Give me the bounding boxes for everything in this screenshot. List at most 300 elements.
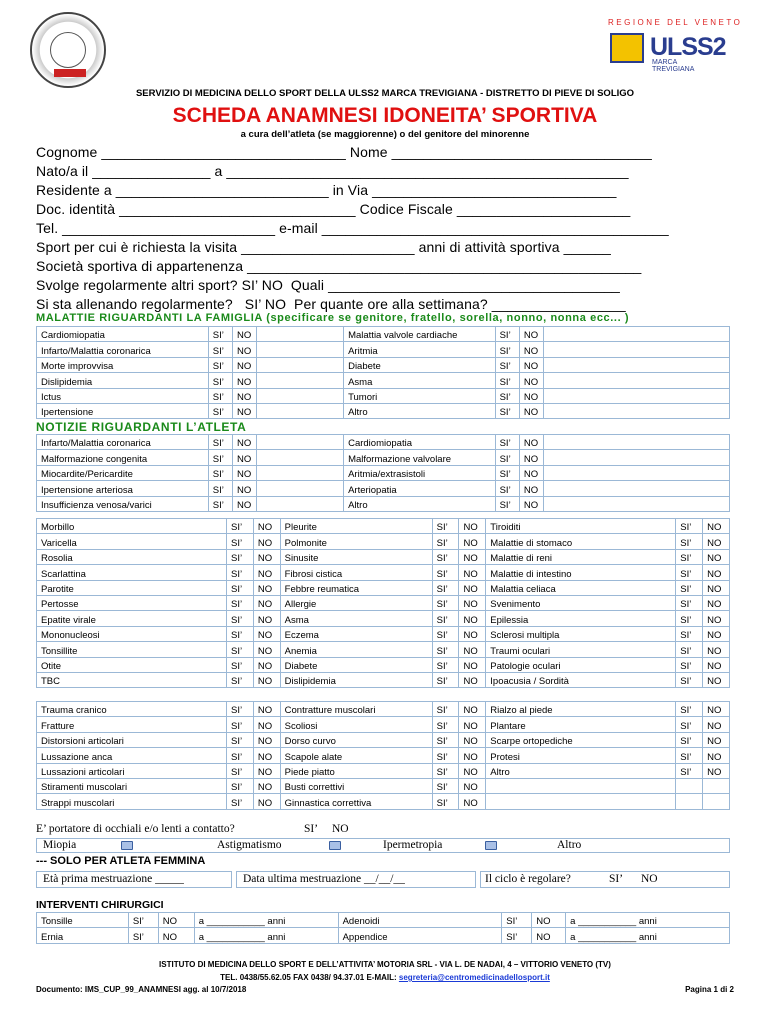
yes-option[interactable]: SI’: [227, 794, 254, 809]
notes-cell: [257, 496, 344, 511]
yes-option[interactable]: SI’: [432, 778, 459, 793]
condition-label: Morbillo: [37, 519, 227, 534]
yes-option[interactable]: SI’: [227, 611, 254, 626]
glasses-type-row: [36, 838, 730, 853]
document-title: SCHEDA ANAMNESI IDONEITA’ SPORTIVA: [172, 104, 598, 127]
yes-option[interactable]: SI’: [208, 357, 232, 372]
condition-label: Altro: [344, 496, 496, 511]
form-field-line[interactable]: Tel. ___________________________ e-mail ____________________________________________: [36, 220, 669, 236]
no-option[interactable]: NO: [459, 778, 486, 793]
table-row: [37, 595, 730, 610]
no-option[interactable]: NO: [459, 732, 486, 747]
surgery-years-field[interactable]: a ___________ anni: [194, 913, 338, 928]
condition-label: Ginnastica correttiva: [280, 794, 432, 809]
no-option[interactable]: NO: [459, 794, 486, 809]
no-option[interactable]: NO: [519, 373, 543, 388]
yes-option[interactable]: SI’: [495, 403, 519, 418]
notes-cell: [257, 403, 344, 418]
yes-option[interactable]: SI’: [208, 342, 232, 357]
no-option[interactable]: NO: [253, 732, 280, 747]
no-option[interactable]: NO: [703, 672, 730, 687]
condition-label: Diabete: [344, 357, 496, 372]
notes-cell: [544, 327, 730, 342]
condition-label: Contratture muscolari: [280, 702, 432, 717]
no-option[interactable]: NO: [459, 534, 486, 549]
yes-option[interactable]: SI’: [676, 595, 703, 610]
table-row: [37, 611, 730, 626]
no-option[interactable]: NO: [253, 763, 280, 778]
table-row: [37, 717, 730, 732]
no-option[interactable]: NO: [519, 496, 543, 511]
no-option[interactable]: NO: [253, 778, 280, 793]
no-option[interactable]: NO: [253, 717, 280, 732]
yes-option[interactable]: SI’: [495, 450, 519, 465]
condition-label: Dislipidemia: [37, 373, 209, 388]
table-row: [37, 626, 730, 641]
condition-label: Malformazione valvolare: [344, 450, 496, 465]
no-option[interactable]: NO: [703, 732, 730, 747]
yes-option[interactable]: SI’: [495, 357, 519, 372]
table-row: [37, 794, 730, 809]
condition-label: Sclerosi multipla: [486, 626, 676, 641]
form-field-line[interactable]: Cognome _______________________________ Nome _________________________________: [36, 144, 652, 160]
ipermetropia-checkbox[interactable]: [485, 841, 497, 850]
no-option[interactable]: NO: [253, 565, 280, 580]
table-row: [37, 913, 730, 928]
condition-label: [486, 794, 676, 809]
form-field-line[interactable]: Residente a ___________________________ in Via _______________________________: [36, 182, 617, 198]
altro-label: Altro: [557, 839, 582, 851]
yes-option[interactable]: [676, 778, 703, 793]
condition-label: Distorsioni articolari: [37, 732, 227, 747]
no-option[interactable]: NO: [703, 657, 730, 672]
yes-option[interactable]: SI’: [432, 748, 459, 763]
cycle-no[interactable]: NO: [641, 873, 658, 885]
no-option[interactable]: NO: [703, 702, 730, 717]
form-field-line[interactable]: Doc. identità ______________________________ Codice Fiscale ______________________: [36, 201, 631, 217]
form-field-line[interactable]: Società sportiva di appartenenza __________________________________________________: [36, 258, 642, 274]
no-option[interactable]: NO: [703, 565, 730, 580]
no-option[interactable]: NO: [703, 595, 730, 610]
no-option[interactable]: NO: [253, 657, 280, 672]
no-option[interactable]: NO: [232, 342, 256, 357]
yes-option[interactable]: SI’: [208, 465, 232, 480]
condition-label: [486, 778, 676, 793]
yes-option[interactable]: SI’: [676, 626, 703, 641]
yes-option[interactable]: SI’: [676, 763, 703, 778]
ipermetropia-label: Ipermetropia: [383, 839, 443, 851]
yes-option[interactable]: SI’: [227, 626, 254, 641]
condition-label: Ipertensione arteriosa: [37, 481, 209, 496]
yes-option[interactable]: SI’: [676, 549, 703, 564]
notes-cell: [257, 465, 344, 480]
notes-cell: [544, 481, 730, 496]
table-row: [37, 388, 730, 403]
no-option[interactable]: NO: [253, 534, 280, 549]
no-option[interactable]: [703, 778, 730, 793]
yes-option[interactable]: SI’: [495, 342, 519, 357]
yes-option[interactable]: SI’: [432, 595, 459, 610]
yes-option[interactable]: SI’: [227, 657, 254, 672]
table-row: [37, 519, 730, 534]
yes-option[interactable]: SI’: [495, 373, 519, 388]
condition-label: Aritmia: [344, 342, 496, 357]
yes-option[interactable]: SI’: [495, 327, 519, 342]
condition-label: Stiramenti muscolari: [37, 778, 227, 793]
no-option[interactable]: NO: [459, 565, 486, 580]
yes-option[interactable]: SI’: [432, 549, 459, 564]
yes-option[interactable]: SI’: [495, 388, 519, 403]
condition-label: Protesi: [486, 748, 676, 763]
table-row: [37, 565, 730, 580]
miopia-label: Miopia: [43, 839, 77, 851]
yes-option[interactable]: SI’: [128, 928, 158, 943]
table-row: [37, 403, 730, 418]
yes-option[interactable]: SI’: [432, 672, 459, 687]
no-option[interactable]: NO: [232, 327, 256, 342]
cycle-yes[interactable]: SI’: [609, 873, 624, 885]
yes-option[interactable]: SI’: [432, 642, 459, 657]
condition-label: Malattie di reni: [486, 549, 676, 564]
no-option[interactable]: NO: [253, 748, 280, 763]
no-option[interactable]: NO: [519, 465, 543, 480]
yes-option[interactable]: SI’: [208, 373, 232, 388]
astigmatismo-label: Astigmatismo: [217, 839, 282, 851]
no-option[interactable]: NO: [519, 388, 543, 403]
footer-document-id: Documento: IMS_CUP_99_ANAMNESI agg. al 10/7/2018: [36, 985, 247, 994]
table-row: [37, 642, 730, 657]
female-row: [36, 871, 730, 888]
no-option[interactable]: NO: [519, 327, 543, 342]
yes-option[interactable]: SI’: [502, 913, 532, 928]
yes-option[interactable]: SI’: [227, 732, 254, 747]
condition-label: Anemia: [280, 642, 432, 657]
yes-option[interactable]: SI’: [432, 519, 459, 534]
no-option[interactable]: NO: [459, 549, 486, 564]
condition-label: Strappi muscolari: [37, 794, 227, 809]
family-diseases-table: [36, 326, 730, 419]
yes-option[interactable]: SI’: [676, 519, 703, 534]
yes-option[interactable]: SI’: [208, 388, 232, 403]
footer-institute: ISTITUTO DI MEDICINA DELLO SPORT E DELL’ATTIVITA’ MOTORIA SRL - VIA L. DE NADAI, 4 – VITTORIO VENETO (TV): [159, 960, 611, 969]
no-option[interactable]: NO: [519, 357, 543, 372]
yes-option[interactable]: SI’: [227, 595, 254, 610]
yes-option[interactable]: SI’: [432, 534, 459, 549]
no-option[interactable]: NO: [253, 580, 280, 595]
no-option[interactable]: NO: [459, 763, 486, 778]
last-menstruation-field[interactable]: Data ultima mestruazione __/__/__: [236, 871, 476, 888]
condition-label: Malattia celiaca: [486, 580, 676, 595]
footer-phone: TEL. 0438/55.62.05 FAX 0438/ 94.37.01 E-MAIL:: [220, 973, 399, 982]
yes-option[interactable]: SI’: [676, 580, 703, 595]
ulss-logo-subtext: MARCA TREVIGIANA: [652, 59, 695, 73]
condition-label: Pertosse: [37, 595, 227, 610]
condition-label: Epilessia: [486, 611, 676, 626]
condition-label: Diabete: [280, 657, 432, 672]
surgery-label: Tonsille: [37, 913, 129, 928]
no-option[interactable]: NO: [232, 357, 256, 372]
condition-label: Dorso curvo: [280, 732, 432, 747]
condition-label: Piede piatto: [280, 763, 432, 778]
yes-option[interactable]: SI’: [432, 657, 459, 672]
glasses-yes[interactable]: SI’: [304, 823, 319, 835]
yes-option[interactable]: SI’: [432, 717, 459, 732]
yes-option[interactable]: SI’: [676, 672, 703, 687]
ams-logo: [30, 12, 106, 88]
yes-option[interactable]: SI’: [227, 534, 254, 549]
table-row: [37, 481, 730, 496]
cycle-regular-field: [480, 871, 730, 888]
yes-option[interactable]: SI’: [208, 403, 232, 418]
condition-label: Fratture: [37, 717, 227, 732]
notes-cell: [544, 496, 730, 511]
yes-option[interactable]: SI’: [495, 481, 519, 496]
no-option[interactable]: NO: [703, 748, 730, 763]
table-row: [37, 435, 730, 450]
footer-page-number: Pagina 1 di 2: [685, 985, 734, 994]
condition-label: Aritmia/extrasistoli: [344, 465, 496, 480]
yes-option[interactable]: SI’: [432, 763, 459, 778]
form-field-line[interactable]: Nato/a il _______________ a ___________________________________________________: [36, 163, 629, 179]
first-menstruation-field[interactable]: Età prima mestruazione _____: [36, 871, 232, 888]
yes-option[interactable]: SI’: [502, 928, 532, 943]
yes-option[interactable]: SI’: [128, 913, 158, 928]
yes-option[interactable]: SI’: [432, 565, 459, 580]
condition-label: Arteriopatia: [344, 481, 496, 496]
yes-option[interactable]: [676, 794, 703, 809]
yes-option[interactable]: SI’: [676, 702, 703, 717]
no-option[interactable]: NO: [459, 642, 486, 657]
no-option[interactable]: NO: [158, 913, 194, 928]
service-header: SERVIZIO DI MEDICINA DELLO SPORT DELLA ULSS2 MARCA TREVIGIANA - DISTRETTO DI PIEVE DI SOLIGO: [135, 88, 635, 99]
surgery-heading: INTERVENTI CHIRURGICI: [36, 899, 164, 911]
no-option[interactable]: NO: [253, 672, 280, 687]
yes-option[interactable]: SI’: [432, 580, 459, 595]
no-option[interactable]: NO: [459, 702, 486, 717]
no-option[interactable]: NO: [232, 496, 256, 511]
condition-label: Cardiomiopatia: [344, 435, 496, 450]
condition-label: Tumori: [344, 388, 496, 403]
yes-option[interactable]: SI’: [208, 481, 232, 496]
condition-label: Svenimento: [486, 595, 676, 610]
yes-option[interactable]: SI’: [208, 435, 232, 450]
no-option[interactable]: NO: [253, 702, 280, 717]
notes-cell: [544, 403, 730, 418]
yes-option[interactable]: SI’: [495, 465, 519, 480]
notes-cell: [257, 342, 344, 357]
yes-option[interactable]: SI’: [495, 496, 519, 511]
yes-option[interactable]: SI’: [227, 642, 254, 657]
table-row: [37, 373, 730, 388]
yes-option[interactable]: SI’: [227, 748, 254, 763]
no-option[interactable]: NO: [158, 928, 194, 943]
astigmatismo-checkbox[interactable]: [329, 841, 341, 850]
notes-cell: [544, 435, 730, 450]
condition-label: Otite: [37, 657, 227, 672]
yes-option[interactable]: SI’: [676, 534, 703, 549]
no-option[interactable]: NO: [519, 450, 543, 465]
no-option[interactable]: NO: [253, 595, 280, 610]
no-option[interactable]: NO: [532, 928, 566, 943]
condition-label: Morte improvvisa: [37, 357, 209, 372]
no-option[interactable]: NO: [703, 549, 730, 564]
yes-option[interactable]: SI’: [227, 763, 254, 778]
yes-option[interactable]: SI’: [676, 732, 703, 747]
table-row: [37, 763, 730, 778]
no-option[interactable]: NO: [232, 388, 256, 403]
yes-option[interactable]: SI’: [676, 611, 703, 626]
yes-option[interactable]: SI’: [676, 565, 703, 580]
table-row: [37, 672, 730, 687]
yes-option[interactable]: SI’: [676, 642, 703, 657]
notes-cell: [544, 450, 730, 465]
no-option[interactable]: NO: [253, 519, 280, 534]
notes-cell: [544, 373, 730, 388]
condition-label: Infarto/Malattia coronarica: [37, 435, 209, 450]
yes-option[interactable]: SI’: [227, 778, 254, 793]
no-option[interactable]: NO: [519, 342, 543, 357]
yes-option[interactable]: SI’: [227, 702, 254, 717]
no-option[interactable]: NO: [253, 626, 280, 641]
surgery-years-field[interactable]: a ___________ anni: [566, 913, 730, 928]
condition-label: Ipoacusia / Sordità: [486, 672, 676, 687]
no-option[interactable]: NO: [232, 465, 256, 480]
condition-label: Malattie di stomaco: [486, 534, 676, 549]
yes-option[interactable]: SI’: [676, 748, 703, 763]
surgery-years-field[interactable]: a ___________ anni: [566, 928, 730, 943]
condition-label: Tonsillite: [37, 642, 227, 657]
table-row: [37, 748, 730, 763]
no-option[interactable]: NO: [703, 642, 730, 657]
no-option[interactable]: NO: [519, 481, 543, 496]
ulss-logo: [610, 33, 726, 73]
condition-label: Busti correttivi: [280, 778, 432, 793]
no-option[interactable]: NO: [459, 611, 486, 626]
table-row: [37, 496, 730, 511]
condition-label: Asma: [280, 611, 432, 626]
yes-option[interactable]: SI’: [208, 496, 232, 511]
no-option[interactable]: NO: [532, 913, 566, 928]
table-row: [37, 534, 730, 549]
no-option[interactable]: NO: [459, 717, 486, 732]
form-field-line[interactable]: Si sta allenando regolarmente? SI’ NO Per quante ore alla settimana? _________________: [36, 296, 626, 312]
yes-option[interactable]: SI’: [432, 702, 459, 717]
footer-contacts: [0, 973, 770, 982]
yes-option[interactable]: SI’: [227, 565, 254, 580]
miopia-checkbox[interactable]: [121, 841, 133, 850]
no-option[interactable]: NO: [232, 481, 256, 496]
no-option[interactable]: NO: [459, 595, 486, 610]
yes-option[interactable]: SI’: [676, 717, 703, 732]
surgery-years-field[interactable]: a ___________ anni: [194, 928, 338, 943]
no-option[interactable]: NO: [232, 373, 256, 388]
notes-cell: [544, 465, 730, 480]
notes-cell: [544, 388, 730, 403]
athlete-cardio-table: [36, 434, 730, 512]
table-row: [37, 580, 730, 595]
notes-cell: [257, 435, 344, 450]
no-option[interactable]: NO: [703, 717, 730, 732]
yes-option[interactable]: SI’: [227, 549, 254, 564]
no-option[interactable]: NO: [519, 403, 543, 418]
no-option[interactable]: NO: [459, 672, 486, 687]
yes-option[interactable]: SI’: [227, 672, 254, 687]
no-option[interactable]: NO: [703, 626, 730, 641]
no-option[interactable]: NO: [703, 519, 730, 534]
condition-label: Varicella: [37, 534, 227, 549]
form-field-line[interactable]: Sport per cui è richiesta la visita ______________________ anni di attività sportiva ______: [36, 239, 611, 255]
condition-label: Malformazione congenita: [37, 450, 209, 465]
no-option[interactable]: NO: [459, 748, 486, 763]
condition-label: Allergie: [280, 595, 432, 610]
table-row: [37, 450, 730, 465]
condition-label: Epatite virale: [37, 611, 227, 626]
no-option[interactable]: NO: [232, 435, 256, 450]
condition-label: Scoliosi: [280, 717, 432, 732]
no-option[interactable]: NO: [253, 549, 280, 564]
yes-option[interactable]: SI’: [432, 626, 459, 641]
condition-label: Patologie oculari: [486, 657, 676, 672]
condition-label: Traumi oculari: [486, 642, 676, 657]
logo-badge: [54, 69, 86, 77]
yes-option[interactable]: SI’: [227, 580, 254, 595]
footer-email-link[interactable]: segreteria@centromedicinadellosport.it: [398, 973, 550, 982]
condition-label: Sinusite: [280, 549, 432, 564]
notes-cell: [544, 342, 730, 357]
yes-option[interactable]: SI’: [227, 717, 254, 732]
no-option[interactable]: NO: [459, 626, 486, 641]
no-option[interactable]: NO: [703, 611, 730, 626]
no-option[interactable]: NO: [253, 794, 280, 809]
no-option[interactable]: NO: [703, 763, 730, 778]
no-option[interactable]: NO: [703, 534, 730, 549]
no-option[interactable]: NO: [703, 580, 730, 595]
no-option[interactable]: NO: [459, 657, 486, 672]
surgery-table: [36, 912, 730, 944]
no-option[interactable]: NO: [253, 611, 280, 626]
yes-option[interactable]: SI’: [432, 732, 459, 747]
yes-option[interactable]: SI’: [676, 657, 703, 672]
condition-label: Plantare: [486, 717, 676, 732]
yes-option[interactable]: SI’: [208, 450, 232, 465]
no-option[interactable]: NO: [232, 450, 256, 465]
yes-option[interactable]: SI’: [227, 519, 254, 534]
condition-label: Altro: [486, 763, 676, 778]
athlete-section-heading: NOTIZIE RIGUARDANTI L’ATLETA: [36, 420, 247, 434]
form-field-line[interactable]: Svolge regolarmente altri sport? SI’ NO Quali _____________________________________: [36, 277, 620, 293]
no-option[interactable]: NO: [459, 580, 486, 595]
condition-label: Mononucleosi: [37, 626, 227, 641]
table-row: [37, 778, 730, 793]
ulss-logo-text: ULSS2: [650, 33, 726, 61]
condition-label: TBC: [37, 672, 227, 687]
yes-option[interactable]: SI’: [432, 794, 459, 809]
yes-option[interactable]: SI’: [495, 435, 519, 450]
glasses-no[interactable]: NO: [332, 823, 349, 835]
table-row: [37, 702, 730, 717]
notes-cell: [257, 481, 344, 496]
yes-option[interactable]: SI’: [432, 611, 459, 626]
no-option[interactable]: NO: [459, 519, 486, 534]
notes-cell: [257, 388, 344, 403]
no-option[interactable]: NO: [519, 435, 543, 450]
yes-option[interactable]: SI’: [208, 327, 232, 342]
no-option[interactable]: [703, 794, 730, 809]
no-option[interactable]: NO: [253, 642, 280, 657]
table-row: [37, 465, 730, 480]
condition-label: Lussazione anca: [37, 748, 227, 763]
no-option[interactable]: NO: [232, 403, 256, 418]
